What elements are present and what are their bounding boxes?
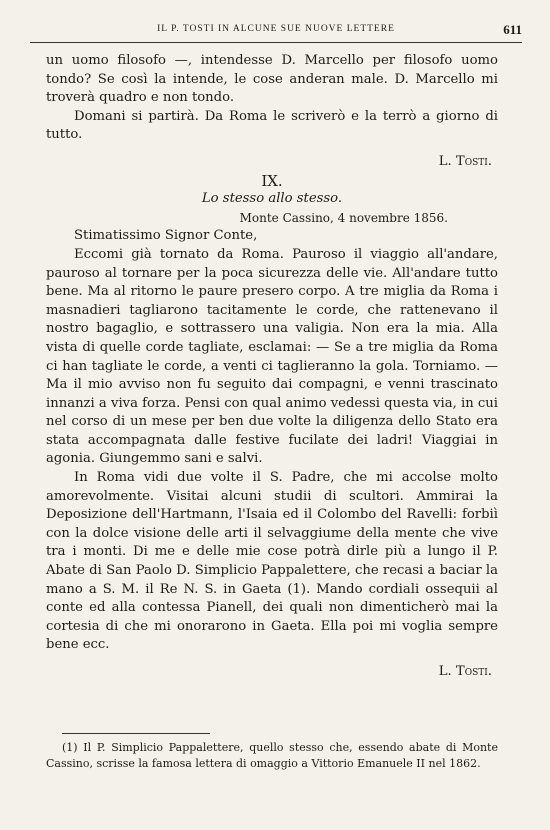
letter-subtitle: Lo stesso allo stesso.: [201, 191, 343, 207]
page-body: [46, 52, 498, 682]
footnote: [46, 740, 498, 772]
running-head: IL P. TOSTI IN ALCUNE SUE NUOVE LETTERE: [157, 24, 395, 34]
letter-paragraph-2: In Roma vidi due volte il S. Padre, che mi accolse molto amorevolmente. Visitai alcuni studii di scultori. Ammirai la Deposizione dell'Hartmann, l'Isaia ed il Colombo del Ravelli: forbiì con la dolce visione delle arti il selvaggiume della mente che vive tra i monti. Di me e delle mie cose potrà dirle più a lungo il P. Abate di San Paolo D. Simplicio Pappalettere, che recasi a baciar la mano a S. M. il Re N. S. in Gaeta (1). Mando cordiali ossequii al conte ed alla contessa Pianell, dei quali non dimenticherò mai la cortesia di che mi onorarono in Gaeta. Ella poi mi voglia sempre bene ecc.: [46, 470, 498, 653]
letter-signature: L. Tosti.: [438, 664, 492, 679]
footnote-rule: [62, 733, 210, 734]
page-number: 611: [503, 22, 522, 37]
spacer: [46, 655, 498, 663]
letter-dateline: Monte Cassino, 4 novembre 1856.: [239, 210, 448, 225]
letter-salutation: Stimatissimo Signor Conte,: [74, 228, 258, 244]
letter-numeral: IX.: [261, 171, 283, 190]
intro-paragraph-1: un uomo filosofo —, intendesse D. Marcello per filosofo uomo tondo? Se così la intende, le cose anderan male. D. Marcello mi troverà quadro e non tondo.: [46, 53, 498, 106]
footnote-text: (1) Il P. Simplicio Pappalettere, quello stesso che, essendo abate di Monte Cassino, scrisse la famosa lettera di omaggio a Vittorio Emanuele II nel 1862.: [46, 741, 498, 770]
intro-paragraph-2: Domani si partirà. Da Roma le scriverò e la terrò a giorno di tutto.: [46, 108, 498, 143]
page-header: [30, 22, 522, 43]
spacer: [46, 145, 498, 153]
intro-signature: L. Tosti.: [438, 153, 492, 169]
letter-paragraph-1: Eccomi già tornato da Roma. Pauroso il viaggio all'andare, pauroso al tornare per la poca sicurezza delle vie. All'andare tutto bene. Ma al ritorno le paure presero corpo. A tre miglia da Roma i masnadieri tagliarono tacitamente le corde, che rattenevano il nostro bagaglio, e sottrassero una valigia. Non era la mia. Alla vista di quelle corde tagliate, esclamai: — Se a tre miglia da Roma ci han tagliate le corde, a venti ci taglieranno la gola. Torniamo. — Ma il mio avviso non fu seguito dai compagni, e venni trascinato innanzi a viva forza. Pensi con qual animo vedessi questa via, in cui nel corso di un mese per ben due volte la diligenza dello Stato era stata accompagnata dalle festive fucilate dei ladri! Viaggiai in agonia. Giungemmo sani e salvi.: [46, 246, 498, 467]
